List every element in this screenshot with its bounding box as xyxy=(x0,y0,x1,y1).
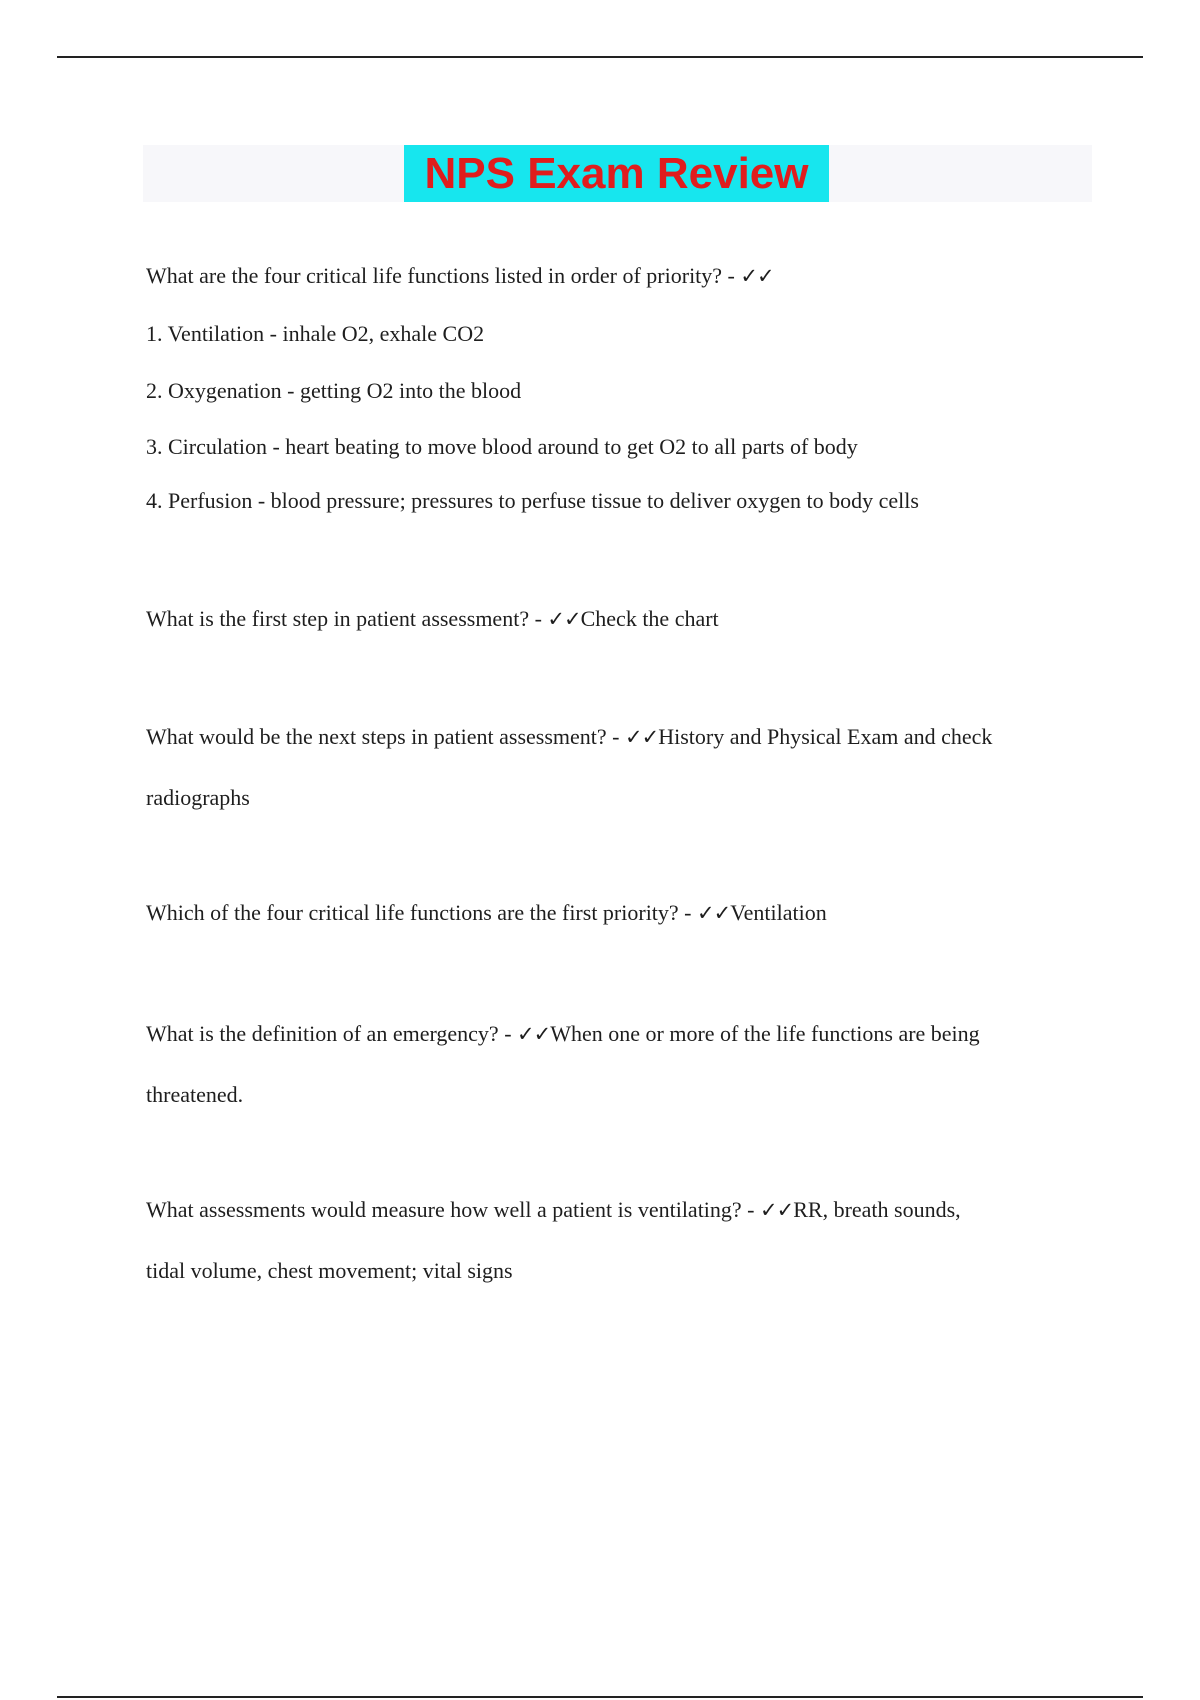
answer-4-text: Ventilation xyxy=(730,900,827,925)
check-icon: ✓✓ xyxy=(740,264,774,288)
answer-5-text: When one or more of the life functions are being xyxy=(550,1021,980,1046)
list-item: 3. Circulation - heart beating to move blood around to get O2 to all parts of body xyxy=(146,434,858,459)
answer-3-continuation: radiographs xyxy=(146,785,250,810)
question-5 xyxy=(146,1019,980,1049)
question-6 xyxy=(146,1195,961,1225)
question-5-text: What is the definition of an emergency? - xyxy=(146,1021,518,1046)
question-3 xyxy=(146,722,992,752)
list-item: 1. Ventilation - inhale O2, exhale CO2 xyxy=(146,321,485,346)
answer-2-text: Check the chart xyxy=(580,606,719,631)
question-4 xyxy=(146,898,827,928)
answer-3-text: History and Physical Exam and check xyxy=(658,724,993,749)
list-item: 4. Perfusion - blood pressure; pressures to perfuse tissue to deliver oxygen to body cells xyxy=(146,488,919,513)
list-item: 2. Oxygenation - getting O2 into the blood xyxy=(146,378,522,403)
answer-6-continuation: tidal volume, chest movement; vital signs xyxy=(146,1258,513,1283)
check-icon: ✓✓ xyxy=(547,607,581,631)
question-1 xyxy=(146,261,774,291)
question-3-text: What would be the next steps in patient assessment? - xyxy=(146,724,625,749)
question-1-text: What are the four critical life functions listed in order of priority? - xyxy=(146,263,741,288)
answer-5-continuation: threatened. xyxy=(146,1082,244,1107)
check-icon: ✓✓ xyxy=(760,1198,794,1222)
bottom-rule xyxy=(57,1696,1143,1698)
check-icon: ✓✓ xyxy=(517,1022,551,1046)
question-6-text: What assessments would measure how well a patient is ventilating? - xyxy=(146,1197,761,1222)
question-2-text: What is the first step in patient assessment? - xyxy=(146,606,548,631)
answer-6-text: RR, breath sounds, xyxy=(793,1197,961,1222)
question-2 xyxy=(146,604,719,634)
document-title: NPS Exam Review xyxy=(404,145,829,202)
top-rule xyxy=(57,56,1143,58)
check-icon: ✓✓ xyxy=(697,901,731,925)
question-4-text: Which of the four critical life functions are the first priority? - xyxy=(146,900,698,925)
check-icon: ✓✓ xyxy=(625,725,659,749)
